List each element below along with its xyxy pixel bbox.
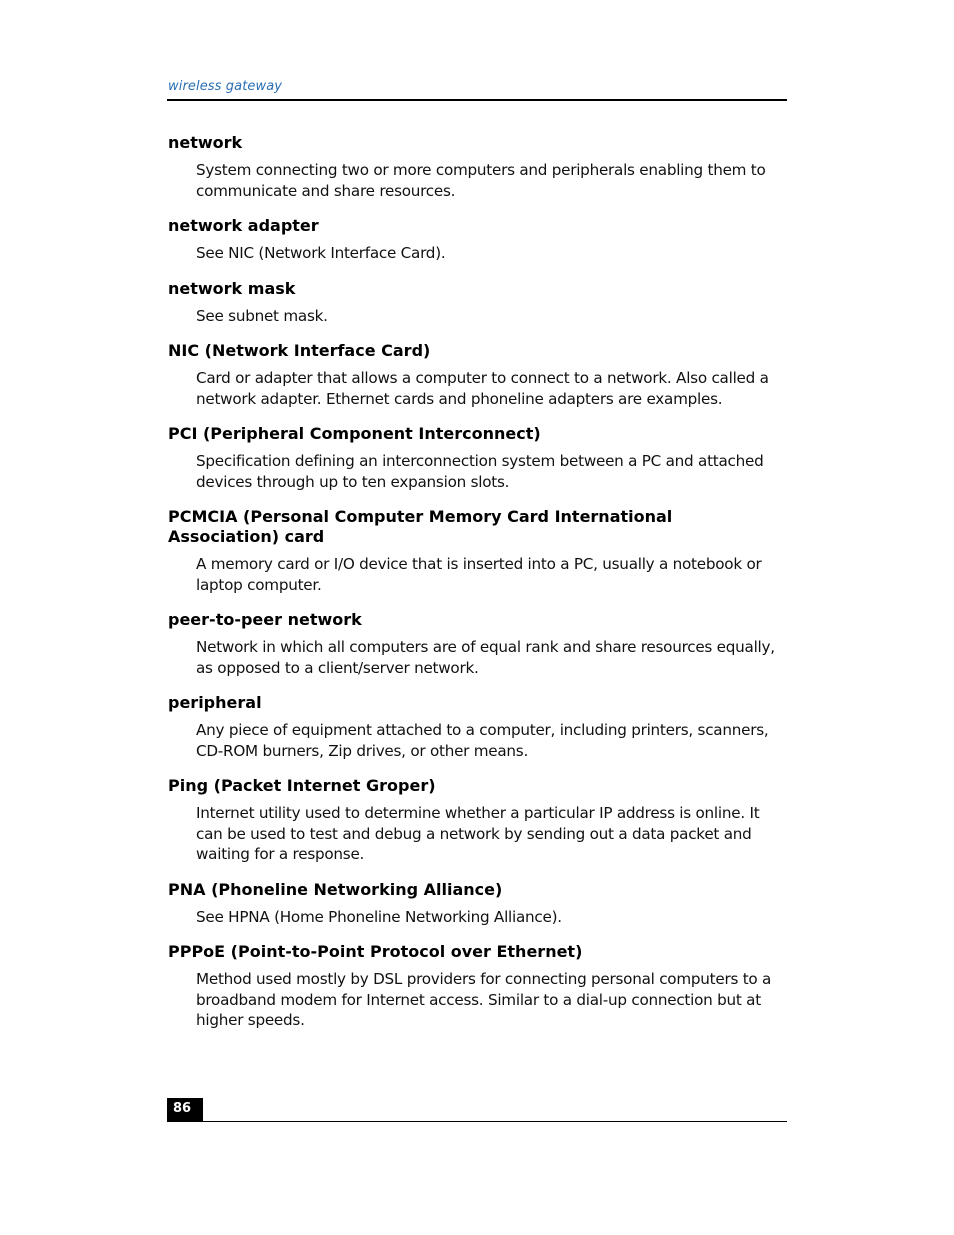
glossary-definition: Network in which all computers are of equal rank and share resources equally, as opposed to a client/server network. <box>196 638 775 677</box>
glossary-entry <box>168 776 786 865</box>
running-header-title: wireless gateway <box>168 79 283 94</box>
glossary-definition: See NIC (Network Interface Card). <box>196 244 446 262</box>
glossary-definition: See subnet mask. <box>196 306 328 325</box>
glossary-definition: Card or adapter that allows a computer to connect to a network. Also called a network adapter. Ethernet cards and phoneline adapters are examples. <box>196 369 769 408</box>
glossary-term: network <box>168 133 243 152</box>
glossary-term: PNA (Phoneline Networking Alliance) <box>168 879 503 899</box>
glossary-entry <box>168 507 786 595</box>
glossary-entry <box>168 341 786 409</box>
glossary-definition: Specification defining an interconnection system between a PC and attached devices through up to ten expansion slots. <box>196 452 764 491</box>
glossary-definition: System connecting two or more computers and peripherals enabling them to communicate and share resources. <box>196 161 766 200</box>
footer-rule <box>167 1121 787 1122</box>
glossary-entry <box>168 133 786 201</box>
glossary-entry <box>168 942 786 1031</box>
glossary-term: peer-to-peer network <box>168 610 362 629</box>
glossary-entry <box>168 424 786 492</box>
glossary-term: NIC (Network Interface Card) <box>168 341 431 360</box>
glossary-entry <box>168 279 786 327</box>
glossary-term: peripheral <box>168 693 262 712</box>
glossary-entry <box>168 216 786 264</box>
glossary-term: network adapter <box>168 216 319 235</box>
glossary-definition: A memory card or I/O device that is inserted into a PC, usually a notebook or laptop computer. <box>196 555 762 594</box>
glossary-list <box>168 133 786 1046</box>
glossary-term: PCI (Peripheral Component Interconnect) <box>168 424 541 443</box>
glossary-definition: Method used mostly by DSL providers for connecting personal computers to a broadband modem for Internet access. Similar to a dial-up connection but at higher speeds. <box>196 970 772 1029</box>
page-number: 86 <box>167 1098 203 1122</box>
glossary-definition: See HPNA (Home Phoneline Networking Alliance). <box>196 907 562 926</box>
glossary-entry <box>168 693 786 761</box>
glossary-term: network mask <box>168 278 296 298</box>
glossary-term: PPPoE (Point-to-Point Protocol over Ethernet) <box>168 942 583 961</box>
glossary-term: PCMCIA (Personal Computer Memory Card International Association) card <box>168 507 673 546</box>
glossary-definition: Any piece of equipment attached to a computer, including printers, scanners, CD-ROM burners, Zip drives, or other means. <box>196 721 769 760</box>
header-rule <box>167 99 787 101</box>
glossary-entry <box>168 880 786 928</box>
glossary-definition: Internet utility used to determine whether a particular IP address is online. It can be used to test and debug a network by sending out a data packet and waiting for a response. <box>196 804 760 863</box>
glossary-term: Ping (Packet Internet Groper) <box>168 776 436 795</box>
glossary-entry <box>168 610 786 678</box>
